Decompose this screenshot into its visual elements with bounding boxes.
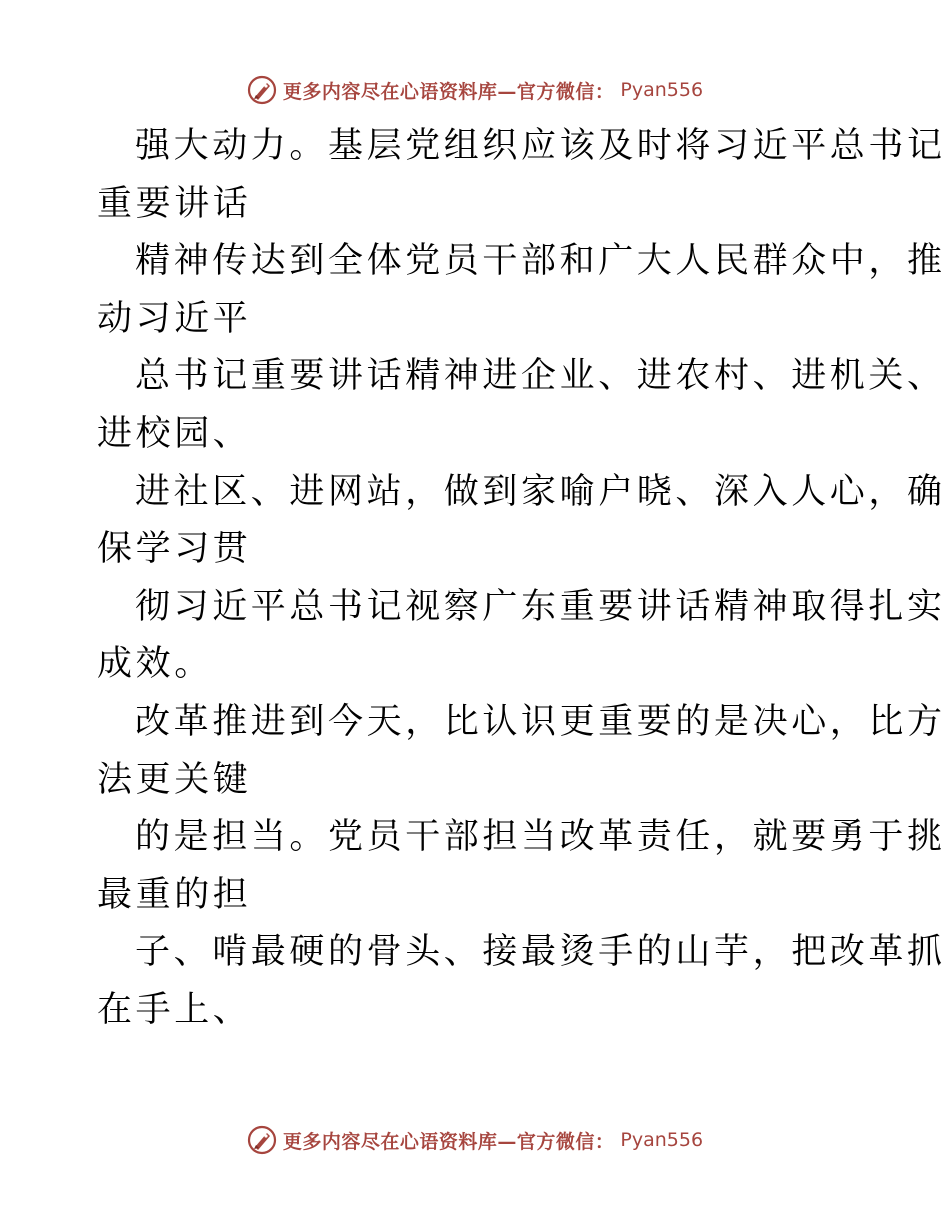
text-line: 子、啃最硬的骨头、接最烫手的山芋，把改革抓: [135, 932, 946, 973]
text-line: 重要讲话: [97, 183, 252, 224]
pen-nib-logo-icon: [247, 75, 277, 105]
text-line: 改革推进到今天，比认识更重要的是决心，比方: [135, 701, 946, 742]
document-body: [97, 118, 946, 1040]
header-wechat-id: Pyan556: [620, 79, 704, 101]
pen-nib-logo-icon: [247, 1125, 277, 1155]
text-line: 强大动力。基层党组织应该及时将习近平总书记: [135, 126, 946, 166]
text-line: 总书记重要讲话精神进企业、进农村、进机关、: [135, 356, 946, 397]
footer-banner: [0, 1123, 950, 1157]
text-line: 最重的担: [97, 874, 252, 915]
text-line: 动习近平: [97, 298, 252, 339]
header-banner-text: 更多内容尽在心语资料库—官方微信：: [282, 80, 615, 103]
text-line: 进社区、进网站，做到家喻户晓、深入人心，确: [135, 471, 946, 512]
footer-wechat-id: Pyan556: [620, 1129, 704, 1151]
text-line: 法更关键: [97, 759, 252, 800]
text-line: 成效。: [97, 644, 213, 685]
footer-banner-text: 更多内容尽在心语资料库—官方微信：: [282, 1130, 615, 1153]
text-line: 保学习贯: [97, 529, 252, 570]
text-line: 彻习近平总书记视察广东重要讲话精神取得扎实: [135, 586, 946, 627]
text-line: 进校园、: [97, 413, 252, 454]
text-line: 在手上、: [97, 989, 252, 1030]
text-line: 精神传达到全体党员干部和广大人民群众中，推: [135, 241, 946, 282]
header-banner: [0, 73, 950, 107]
text-line: 的是担当。党员干部担当改革责任，就要勇于挑: [135, 817, 946, 858]
